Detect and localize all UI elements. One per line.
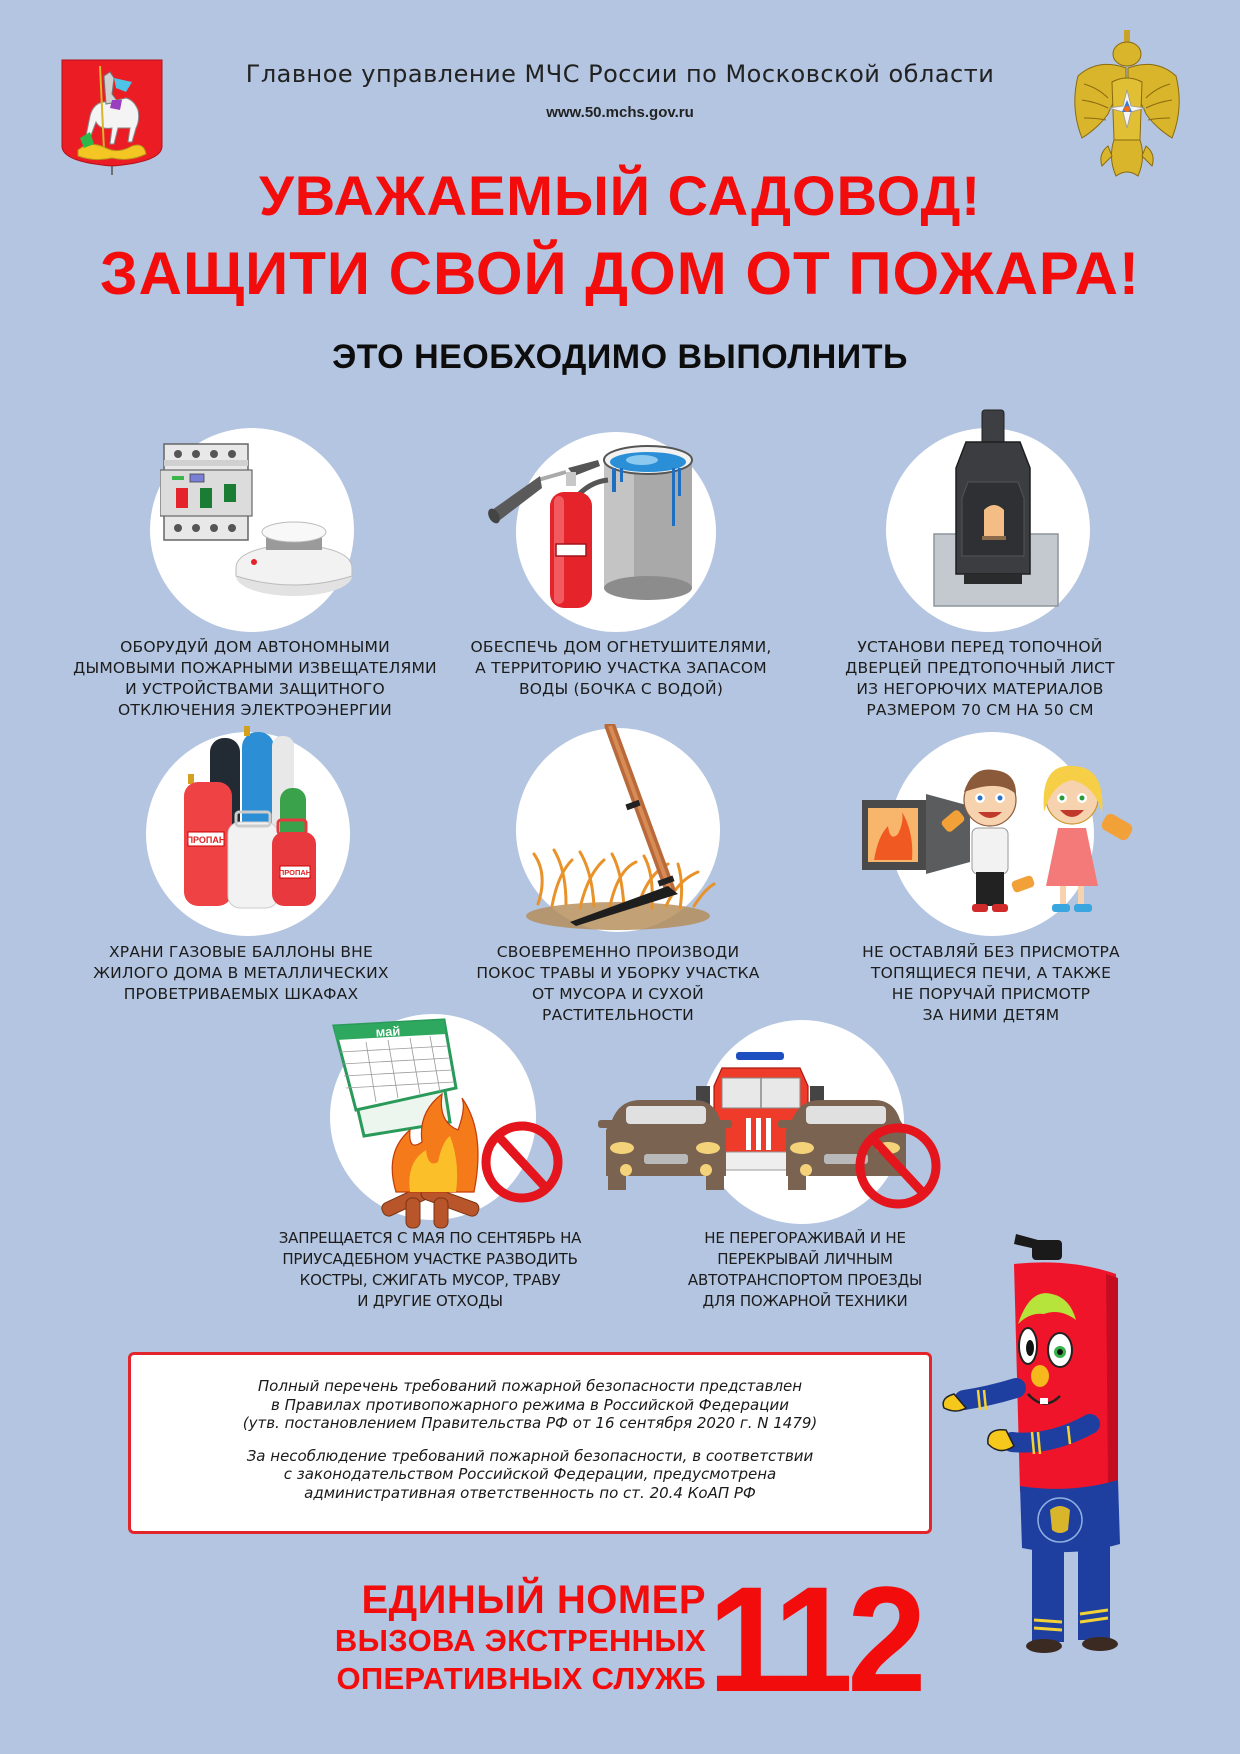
mchs-emblem-icon <box>1068 28 1186 188</box>
caption-line: ДЛЯ ПОЖАРНОЙ ТЕХНИКИ <box>702 1292 908 1310</box>
children-stove-icon <box>860 752 1140 932</box>
moscow-oblast-coat-of-arms-icon <box>60 58 164 176</box>
gas-cylinders-icon <box>180 724 320 910</box>
caption-line: И УСТРОЙСТВАМИ ЗАЩИТНОГО <box>125 680 385 698</box>
caption-line: ПРИУСАДЕБНОМ УЧАСТКЕ РАЗВОДИТЬ <box>282 1250 578 1268</box>
item-6-caption <box>826 942 1156 1026</box>
caption-line: ИЗ НЕГОРЮЧИХ МАТЕРИАЛОВ <box>856 680 1104 698</box>
caption-line: ОБЕСПЕЧЬ ДОМ ОГНЕТУШИТЕЛЯМИ, <box>470 638 772 656</box>
fire-extinguisher-mascot-icon <box>920 1228 1140 1658</box>
item-7-caption <box>240 1228 620 1312</box>
emergency-label-line: ВЫЗОВА ЭКСТРЕННЫХ <box>334 1623 706 1658</box>
svg-text:май: май <box>375 1023 401 1040</box>
legal-info-box <box>128 1352 932 1534</box>
info-line: административная ответственность по ст. 20.4 КоАП РФ <box>304 1483 756 1502</box>
smoke-detector-circuit-breaker-icon <box>160 436 360 606</box>
item-3-caption <box>820 637 1140 721</box>
caption-line: ТОПЯЩИЕСЯ ПЕЧИ, А ТАКЖЕ <box>870 964 1112 982</box>
caption-line: А ТЕРРИТОРИЮ УЧАСТКА ЗАПАСОМ <box>475 659 767 677</box>
rules-reference-paragraph <box>147 1377 913 1433</box>
info-line: Полный перечень требований пожарной безопасности представлен <box>257 1377 803 1395</box>
svg-text:ПРОПАН: ПРОПАН <box>186 835 226 845</box>
caption-line: ЖИЛОГО ДОМА В МЕТАЛЛИЧЕСКИХ <box>93 964 389 982</box>
caption-line: РАЗМЕРОМ 70 СМ НА 50 СМ <box>866 701 1094 719</box>
caption-line: ХРАНИ ГАЗОВЫЕ БАЛЛОНЫ ВНЕ <box>108 943 374 961</box>
caption-line: ДВЕРЦЕЙ ПРЕДТОПОЧНЫЙ ЛИСТ <box>845 659 1115 677</box>
liability-paragraph <box>147 1447 913 1503</box>
caption-line: ДЫМОВЫМИ ПОЖАРНЫМИ ИЗВЕЩАТЕЛЯМИ <box>73 659 437 677</box>
info-line: За несоблюдение требований пожарной безопасности, в соответствии <box>246 1446 814 1465</box>
headline-line-1: УВАЖАЕМЫЙ САДОВОД! <box>258 164 982 227</box>
emergency-label-line: ЕДИНЫЙ НОМЕР <box>361 1578 706 1622</box>
item-1-caption <box>50 637 460 721</box>
caption-line: ОБОРУДУЙ ДОМ АВТОНОМНЫМИ <box>120 638 390 656</box>
caption-line: ПЕРЕКРЫВАЙ ЛИЧНЫМ <box>717 1250 893 1268</box>
caption-line: НЕ ПЕРЕГОРАЖИВАЙ И НЕ <box>704 1229 906 1247</box>
caption-line: ПОКОС ТРАВЫ И УБОРКУ УЧАСТКА <box>476 964 760 982</box>
subheading: ЭТО НЕОБХОДИМО ВЫПОЛНИТЬ <box>332 338 908 376</box>
item-4-caption <box>66 942 416 1005</box>
caption-line: НЕ ПОРУЧАЙ ПРИСМОТР <box>891 985 1091 1003</box>
organization-title: Главное управление МЧС России по Московской области <box>245 60 995 88</box>
caption-line: КОСТРЫ, СЖИГАТЬ МУСОР, ТРАВУ <box>299 1271 561 1289</box>
item-2-caption <box>456 637 786 700</box>
emergency-label-line: ОПЕРАТИВНЫХ СЛУЖБ <box>336 1661 706 1696</box>
stove-fireproof-sheet-icon <box>930 406 1060 608</box>
emergency-number: 112 <box>708 1555 921 1723</box>
caption-line: РАСТИТЕЛЬНОСТИ <box>542 1006 694 1024</box>
caption-line: ОТ МУСОРА И СУХОЙ <box>532 985 704 1003</box>
caption-line: ЗАПРЕЩАЕТСЯ С МАЯ ПО СЕНТЯБРЬ НА <box>278 1229 582 1247</box>
fire-extinguisher-water-barrel-icon <box>478 440 728 612</box>
hoe-dry-grass-icon <box>518 724 728 934</box>
caption-line: НЕ ОСТАВЛЯЙ БЕЗ ПРИСМОТРА <box>862 943 1120 961</box>
svg-text:ПРОПАН: ПРОПАН <box>278 868 312 877</box>
fire-truck-blocked-by-cars-icon <box>596 1046 946 1216</box>
website-link[interactable]: www.50.mchs.gov.ru <box>546 104 694 121</box>
caption-line: ПРОВЕТРИВАЕМЫХ ШКАФАХ <box>123 985 359 1003</box>
caption-line: АВТОТРАНСПОРТОМ ПРОЕЗДЫ <box>687 1271 923 1289</box>
caption-line: УСТАНОВИ ПЕРЕД ТОПОЧНОЙ <box>857 638 1103 656</box>
emergency-number-label <box>316 1578 706 1698</box>
caption-line: И ДРУГИЕ ОТХОДЫ <box>357 1292 503 1310</box>
caption-line: ОТКЛЮЧЕНИЯ ЭЛЕКТРОЭНЕРГИИ <box>118 701 392 719</box>
info-line: в Правилах противопожарного режима в Российской Федерации <box>271 1395 789 1414</box>
caption-line: ЗА НИМИ ДЕТЯМ <box>922 1006 1060 1024</box>
info-line: с законодательством Российской Федерации, предусмотрена <box>283 1465 777 1483</box>
calendar-campfire-prohibited-icon <box>326 1012 576 1232</box>
caption-line: СВОЕВРЕМЕННО ПРОИЗВОДИ <box>496 943 740 961</box>
headline-line-2: ЗАЩИТИ СВОЙ ДОМ ОТ ПОЖАРА! <box>100 240 1140 307</box>
info-line: (утв. постановлением Правительства РФ от 16 сентября 2020 г. N 1479) <box>242 1414 818 1432</box>
caption-line: ВОДЫ (БОЧКА С ВОДОЙ) <box>518 680 724 698</box>
